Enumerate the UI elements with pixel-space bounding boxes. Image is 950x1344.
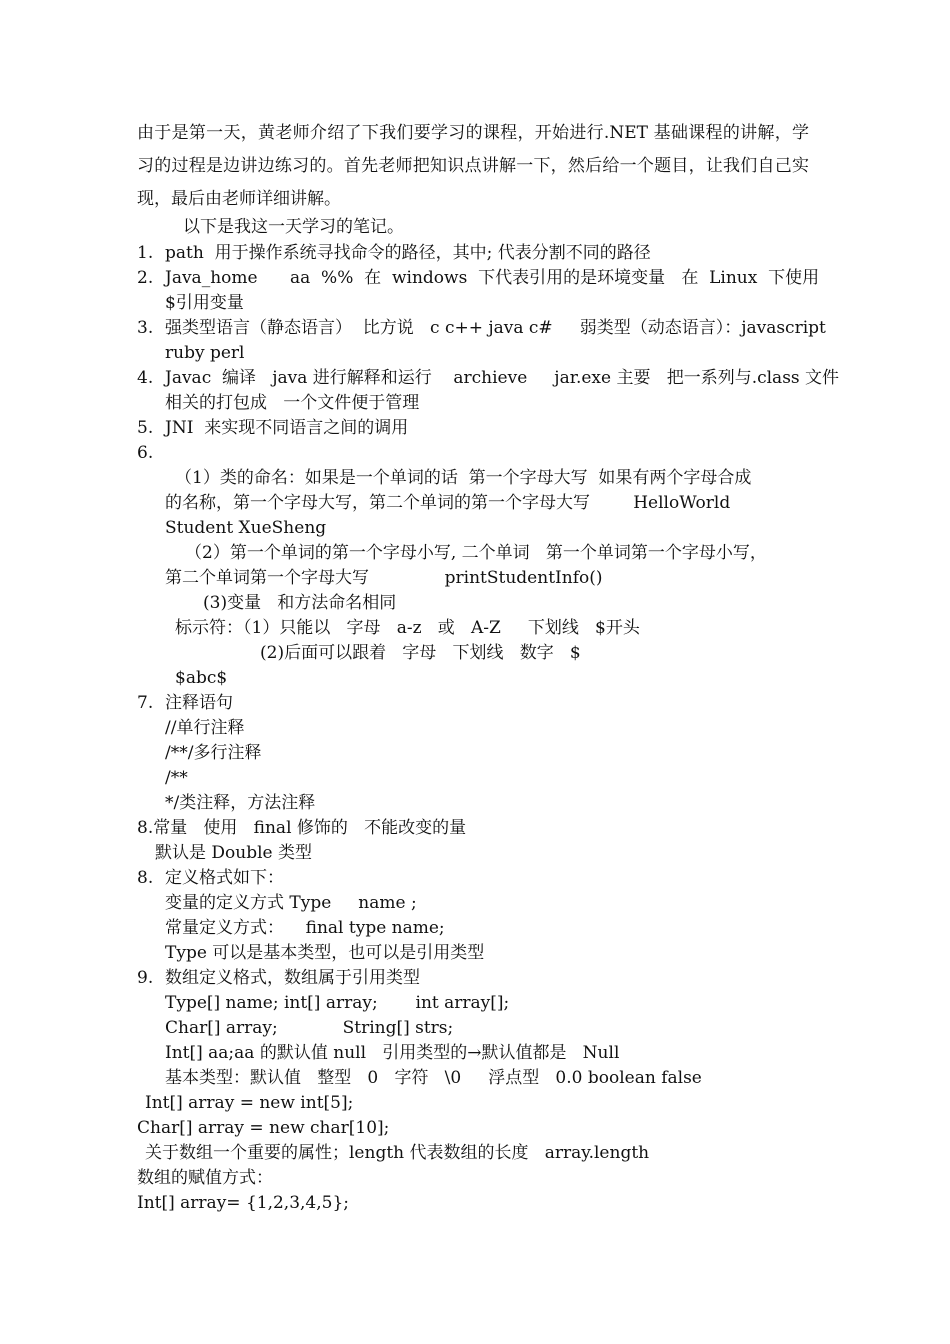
tail-line-1: Int[] array = new int[5];: [145, 1093, 354, 1113]
item-6-number: 6.: [137, 443, 154, 463]
item-2-number: 2.: [137, 268, 154, 288]
item-9-line-4: 基本类型：默认值 整型 0 字符 \0 浮点型 0.0 boolean false: [165, 1068, 702, 1088]
item-8-line-3: Type 可以是基本类型，也可以是引用类型: [165, 943, 485, 963]
item-3-number: 3.: [137, 318, 154, 338]
item-4-line-1: Javac 编译 java 进行解释和运行 archieve jar.exe 主要 把一系列与.class 文件: [165, 368, 840, 388]
item-9-title: 数组定义格式，数组属于引用类型: [165, 968, 420, 988]
item-6-line-9: $abc$: [175, 668, 228, 688]
item-6-line-3: Student XueSheng: [165, 518, 327, 538]
item-2-line-1: Java_home aa %% 在 windows 下代表引用的是环境变量 在 Linux 下使用: [165, 268, 820, 288]
intro-paragraph: 由于是第一天，黄老师介绍了下我们要学习的课程，开始进行.NET 基础课程的讲解，学习的过程是边讲边练习的。首先老师把知识点讲解一下，然后给一个题目，让我们自己实现，最后由老师详细讲解。: [137, 123, 809, 209]
item-6-line-8: (2)后面可以跟着 字母 下划线 数字 $: [260, 643, 581, 663]
item-9-line-2: Char[] array; String[] strs;: [165, 1018, 454, 1038]
item-3-line-1: 强类型语言（静态语言） 比方说 c c++ java c# 弱类型（动态语言）：javascript: [165, 318, 826, 338]
item-6-line-6: (3)变量 和方法命名相同: [203, 593, 397, 613]
const-note-line-1: 8.常量 使用 final 修饰的 不能改变的量: [137, 818, 467, 838]
tail-line-2: Char[] array = new char[10];: [137, 1118, 390, 1138]
tail-line-5: Int[] array= {1,2,3,4,5};: [137, 1193, 349, 1213]
item-3-line-2: ruby perl: [165, 343, 245, 363]
item-7-line-3: /**: [165, 768, 188, 788]
item-5-line-1: JNI 来实现不同语言之间的调用: [165, 418, 409, 438]
const-note-line-2: 默认是 Double 类型: [155, 843, 313, 863]
tail-line-3: 关于数组一个重要的属性；length 代表数组的长度 array.length: [145, 1143, 650, 1163]
item-1-line-1: path 用于操作系统寻找命令的路径，其中; 代表分割不同的路径: [165, 243, 651, 263]
item-7-line-2: /**/多行注释: [165, 743, 262, 763]
item-6-line-2: 的名称，第一个字母大写，第二个单词的第一个字母大写 HelloWorld: [165, 493, 731, 513]
item-7-line-1: //单行注释: [165, 718, 245, 738]
item-4-number: 4.: [137, 368, 154, 388]
item-7-number: 7.: [137, 693, 154, 713]
item-8-line-1: 变量的定义方式 Type name ;: [165, 893, 417, 913]
notes-heading: 以下是我这一天学习的笔记。: [183, 217, 404, 237]
item-6-line-7: 标示符：（1）只能以 字母 a-z 或 A-Z 下划线 $开头: [175, 618, 640, 638]
tail-line-4: 数组的赋值方式：: [137, 1168, 273, 1188]
item-2-line-2: $引用变量: [165, 293, 244, 313]
item-4-line-2: 相关的打包成 一个文件便于管理: [165, 393, 420, 413]
item-6-line-5: 第二个单词第一个字母大写 printStudentInfo(): [165, 568, 603, 588]
item-9-line-1: Type[] name; int[] array; int array[];: [165, 993, 510, 1013]
item-8-title: 定义格式如下：: [165, 868, 284, 888]
item-9-number: 9.: [137, 968, 154, 988]
item-8-number: 8.: [137, 868, 154, 888]
item-5-number: 5.: [137, 418, 154, 438]
item-8-line-2: 常量定义方式： final type name;: [165, 918, 445, 938]
item-1-number: 1.: [137, 243, 154, 263]
item-6-line-4: （2）第一个单词的第一个字母小写, 二个单词 第一个单词第一个字母小写，: [185, 543, 767, 563]
item-7-line-4: */类注释，方法注释: [165, 793, 316, 813]
item-6-line-1: （1）类的命名：如果是一个单词的话 第一个字母大写 如果有两个字母合成: [175, 468, 752, 488]
item-7-title: 注释语句: [165, 693, 233, 713]
item-9-line-3: Int[] aa;aa 的默认值 null 引用类型的→默认值都是 Null: [165, 1043, 620, 1063]
